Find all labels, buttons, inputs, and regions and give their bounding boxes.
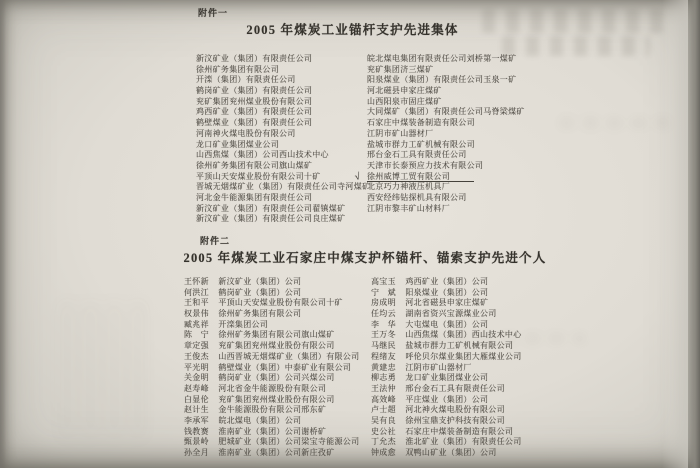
- company-list-item: [196, 75, 370, 86]
- company-name: 山西阳泉市固庄煤矿: [367, 96, 442, 106]
- company-list-item: [367, 161, 525, 172]
- person-name: 白显伦: [184, 394, 209, 404]
- company-name: 河南神火煤电股份有限公司: [196, 128, 296, 138]
- person-organization: 龙口矿业集团煤业公司: [405, 373, 489, 383]
- person-list-item: [184, 437, 359, 448]
- company-list-item: [196, 97, 370, 108]
- person-name: 王和平: [184, 298, 209, 308]
- company-list-item: [367, 140, 525, 151]
- person-list-item: [184, 395, 359, 406]
- company-name: 江阴市黎丰矿山材料厂: [367, 203, 450, 213]
- company-name: 石家庄中煤装备制造有限公司: [367, 118, 475, 128]
- person-list-item: [184, 405, 359, 416]
- company-list-item: [196, 193, 370, 204]
- scan-right-edge: [689, 0, 700, 468]
- person-list-item: [184, 277, 359, 288]
- person-name: 丁允杰: [371, 437, 396, 447]
- scan-light-band: [662, 0, 688, 468]
- company-list-item: [367, 75, 525, 86]
- company-name: 山西焦煤（集团）公司西山技术中心: [196, 150, 329, 160]
- person-organization: 新汶矿业（集团）公司: [218, 277, 302, 286]
- person-organization: 河北神火煤电股份有限公司: [405, 405, 505, 415]
- person-name: 黄建忠: [371, 362, 396, 372]
- person-list-item: [371, 427, 522, 438]
- person-organization: 石家庄中煤装备制造有限公司: [405, 426, 514, 436]
- attachment2-label: 附件二: [200, 236, 231, 246]
- company-name: 兖矿集团兖州煤业股份有限公司: [196, 96, 313, 106]
- scan-left-edge: [0, 0, 6, 468]
- attachment1-label: 附件一: [198, 8, 229, 18]
- person-list-item: [184, 320, 359, 331]
- person-name: 任均云: [371, 309, 396, 319]
- person-organization: 山西焦煤（集团）西山技术中心: [405, 330, 522, 340]
- company-list-item: [196, 150, 370, 161]
- company-name: 大同煤矿（集团）有限责任公司马脊梁煤矿: [367, 107, 525, 117]
- company-name: 盐城市群力工矿机械有限公司: [367, 139, 475, 149]
- company-list-item: [367, 182, 525, 193]
- company-name: 开滦（集团）有限责任公司: [196, 75, 296, 85]
- company-list-item: [367, 129, 525, 140]
- company-name: 新汶矿业（集团）有限责任公司良庄煤矿: [196, 214, 346, 224]
- person-name: 关金明: [184, 373, 209, 383]
- company-list-item: [367, 193, 525, 204]
- bleedthrough-ghost: [560, 118, 670, 128]
- person-name: 王法仲: [371, 383, 396, 393]
- company-name: 鹤壁煤业（集团）有限责任公司: [196, 118, 313, 128]
- person-organization: 徐州矿务集团有限公司旗山煤矿: [218, 330, 335, 340]
- person-organization: 徐州矿务集团有限公司: [218, 309, 302, 319]
- company-name: 鸡西矿业（集团）有限责任公司: [196, 107, 313, 117]
- person-list-item: [184, 427, 359, 438]
- person-list-item: [371, 352, 522, 363]
- person-organization: 山西晋城无烟煤矿业（集团）有限公司: [218, 351, 360, 361]
- person-organization: 平庄煤业（集团）公司: [405, 394, 489, 404]
- company-name: 徐州威博工贸有限公司: [367, 172, 474, 182]
- person-organization: 兖矿集团兖州煤业股份有限公司: [218, 341, 335, 351]
- person-name: 宁 斌: [371, 287, 396, 297]
- person-list-item: [184, 363, 359, 374]
- company-name: 皖北煤电集团有限责任公司刘桥第一煤矿: [367, 54, 517, 63]
- person-name: 卢士超: [371, 405, 396, 415]
- person-name: 甄景岭: [184, 437, 209, 447]
- person-name: 赵计生: [184, 405, 209, 415]
- person-organization: 盐城市群力工矿机械有限公司: [405, 341, 514, 351]
- company-list-item: [196, 107, 370, 118]
- person-organization: 平顶山天安煤业股份有限公司十矿: [218, 298, 343, 308]
- person-name: 何洪江: [184, 287, 209, 297]
- person-list-item: [184, 384, 359, 395]
- section2-left-column: [184, 277, 359, 459]
- person-list-item: [371, 320, 522, 331]
- company-list-item: [196, 204, 370, 215]
- company-name: 河北金牛能源集团有限责任公司: [196, 192, 313, 202]
- person-name: 吴有良: [371, 415, 396, 425]
- person-name: 孙全月: [184, 448, 209, 457]
- person-name: 王俊杰: [184, 351, 209, 361]
- person-list-item: [371, 395, 522, 406]
- section1-title: 2005 年煤炭工业锚杆支护先进集体: [246, 23, 459, 37]
- section2-right-column: [371, 277, 522, 459]
- person-list-item: [184, 373, 359, 384]
- person-name: 臧兆祥: [184, 319, 209, 329]
- person-list-item: [371, 384, 522, 395]
- company-list-item: [196, 172, 370, 183]
- person-list-item: [184, 288, 359, 299]
- person-name: 陈 宁: [184, 330, 209, 340]
- person-organization: 江阴市矿山器材厂: [405, 362, 472, 372]
- section1-right-column: [353, 54, 525, 214]
- company-list-item: [367, 86, 525, 97]
- person-organization: 开滦集团公司: [218, 319, 269, 329]
- company-name: 西安经纬钻探机具有限公司: [367, 192, 467, 202]
- person-name: 房成明: [371, 298, 396, 308]
- person-organization: 皖北煤电（集团）公司: [218, 415, 302, 425]
- person-list-item: [371, 298, 522, 309]
- company-list-item: [196, 182, 370, 193]
- person-list-item: [371, 448, 522, 459]
- person-list-item: [371, 330, 522, 341]
- company-list-item: [196, 129, 370, 140]
- person-name: 平光明: [184, 362, 209, 372]
- person-list-item: [371, 363, 522, 374]
- person-organization: 呼伦贝尔煤业集团大雁煤业公司: [405, 351, 522, 361]
- person-name: 李 华: [371, 319, 396, 329]
- person-organization: 河北省磁县申家庄煤矿: [405, 298, 489, 308]
- person-organization: 阳泉煤业（集团）公司: [405, 287, 489, 297]
- person-organization: 淮北矿业（集团）有限责任公司: [405, 437, 522, 447]
- person-name: 王怀新: [184, 277, 209, 286]
- person-organization: 河北省金牛能源股份有限公司: [218, 383, 327, 393]
- company-list-item: [367, 150, 525, 161]
- person-list-item: [184, 298, 359, 309]
- company-name: 新汶矿业（集团）有限责任公司: [196, 54, 313, 63]
- person-list-item: [184, 448, 359, 459]
- company-list-item: [367, 54, 525, 65]
- person-name: 程绪友: [371, 351, 396, 361]
- bleedthrough-ghost: [60, 300, 150, 440]
- person-organization: 兖矿集团兖州煤业股份有限公司: [218, 394, 335, 404]
- person-name: 柳志勇: [371, 373, 396, 383]
- company-list-item: [367, 204, 525, 215]
- company-list-item: [196, 65, 370, 76]
- company-list-item: [196, 118, 370, 129]
- company-list-item: [367, 118, 525, 129]
- person-list-item: [371, 309, 522, 320]
- company-name: 晋城无烟煤矿业（集团）有限责任公司寺河煤矿: [196, 182, 371, 192]
- company-list-item: [353, 171, 525, 183]
- person-organization: 徐州宝鼎支护科技有限公司: [405, 415, 505, 425]
- company-name: 江阴市矿山器材厂: [367, 128, 434, 138]
- person-list-item: [371, 277, 522, 288]
- company-name: 鹤岗矿业（集团）有限责任公司: [196, 86, 313, 96]
- person-organization: 鹤岗矿业（集团）公司: [218, 287, 302, 297]
- company-name: 徐州矿务集团有限公司旗山煤矿: [196, 160, 313, 170]
- person-list-item: [184, 309, 359, 320]
- person-name: 李承军: [184, 415, 209, 425]
- company-name: 北京巧力神液压机具厂: [367, 182, 450, 192]
- person-name: 章定强: [184, 341, 209, 351]
- section1-left-column: [196, 54, 370, 225]
- company-name: 阳泉煤业（集团）有限责任公司玉泉一矿: [367, 75, 517, 85]
- company-list-item: [367, 107, 525, 118]
- company-list-item: [367, 97, 525, 108]
- person-list-item: [184, 330, 359, 341]
- person-list-item: [371, 437, 522, 448]
- person-organization: 邢台金石工具有限责任公司: [405, 383, 505, 393]
- company-name: 河北磁县申家庄煤矿: [367, 86, 442, 96]
- person-organization: 鹤壁煤业（集团）中泰矿业有限公司: [218, 362, 352, 372]
- company-name: 龙口矿业集团煤业公司: [196, 139, 279, 149]
- person-organization: 肥城矿业（集团）公司梁宝寺能源公司: [218, 437, 360, 447]
- company-name: 徐州矿务集团有限公司: [196, 64, 279, 74]
- person-name: 钟成愈: [371, 448, 396, 457]
- person-organization: 鹤岗矿业（集团）公司兴煤公司: [218, 373, 335, 383]
- person-list-item: [371, 341, 522, 352]
- company-list-item: [196, 161, 370, 172]
- person-name: 高宝玉: [371, 277, 396, 286]
- person-name: 权景伟: [184, 309, 209, 319]
- person-list-item: [184, 352, 359, 363]
- person-organization: 淮南矿业（集团）公司新庄孜矿: [218, 448, 335, 457]
- company-list-item: [367, 65, 525, 76]
- company-list-item: [196, 54, 370, 65]
- company-name: 邢台金石工具有限责任公司: [367, 150, 467, 160]
- company-list-item: [196, 140, 370, 151]
- person-name: 高效峰: [371, 394, 396, 404]
- company-list-item: [196, 214, 370, 225]
- person-organization: 双鸭山矿业（集团）公司: [405, 448, 497, 457]
- company-name: 兖矿集团济三煤矿: [367, 64, 434, 74]
- handwritten-check-icon: √: [353, 171, 362, 183]
- person-name: 赵寿峰: [184, 383, 209, 393]
- person-list-item: [371, 288, 522, 299]
- company-name: 天津市长泰预应力技术有限公司: [367, 160, 484, 170]
- person-list-item: [184, 341, 359, 352]
- person-name: 钱教赛: [184, 426, 209, 436]
- person-organization: 湖南省资兴宝源煤业公司: [405, 309, 497, 319]
- person-name: 马继民: [371, 341, 396, 351]
- person-name: 王万冬: [371, 330, 396, 340]
- person-list-item: [371, 373, 522, 384]
- person-list-item: [371, 405, 522, 416]
- person-name: 史公社: [371, 426, 396, 436]
- person-list-item: [184, 416, 359, 427]
- person-organization: 淮南矿业（集团）公司谢桥矿: [218, 426, 327, 436]
- section2-title: 2005 年煤炭工业石家庄中煤支护杯锚杆、锚索支护先进个人: [183, 251, 547, 265]
- person-list-item: [371, 416, 522, 427]
- company-name: 平顶山天安煤业股份有限公司十矿: [196, 171, 321, 181]
- person-organization: 金牛能源股份有限公司邢东矿: [218, 405, 327, 415]
- person-organization: 大屯煤电（集团）公司: [405, 319, 489, 329]
- company-name: 新汶矿业（集团）有限责任公司翟镇煤矿: [196, 203, 346, 213]
- person-organization: 鸡西矿业（集团）公司: [405, 277, 489, 286]
- company-list-item: [196, 86, 370, 97]
- bleedthrough-ghost: [502, 36, 650, 56]
